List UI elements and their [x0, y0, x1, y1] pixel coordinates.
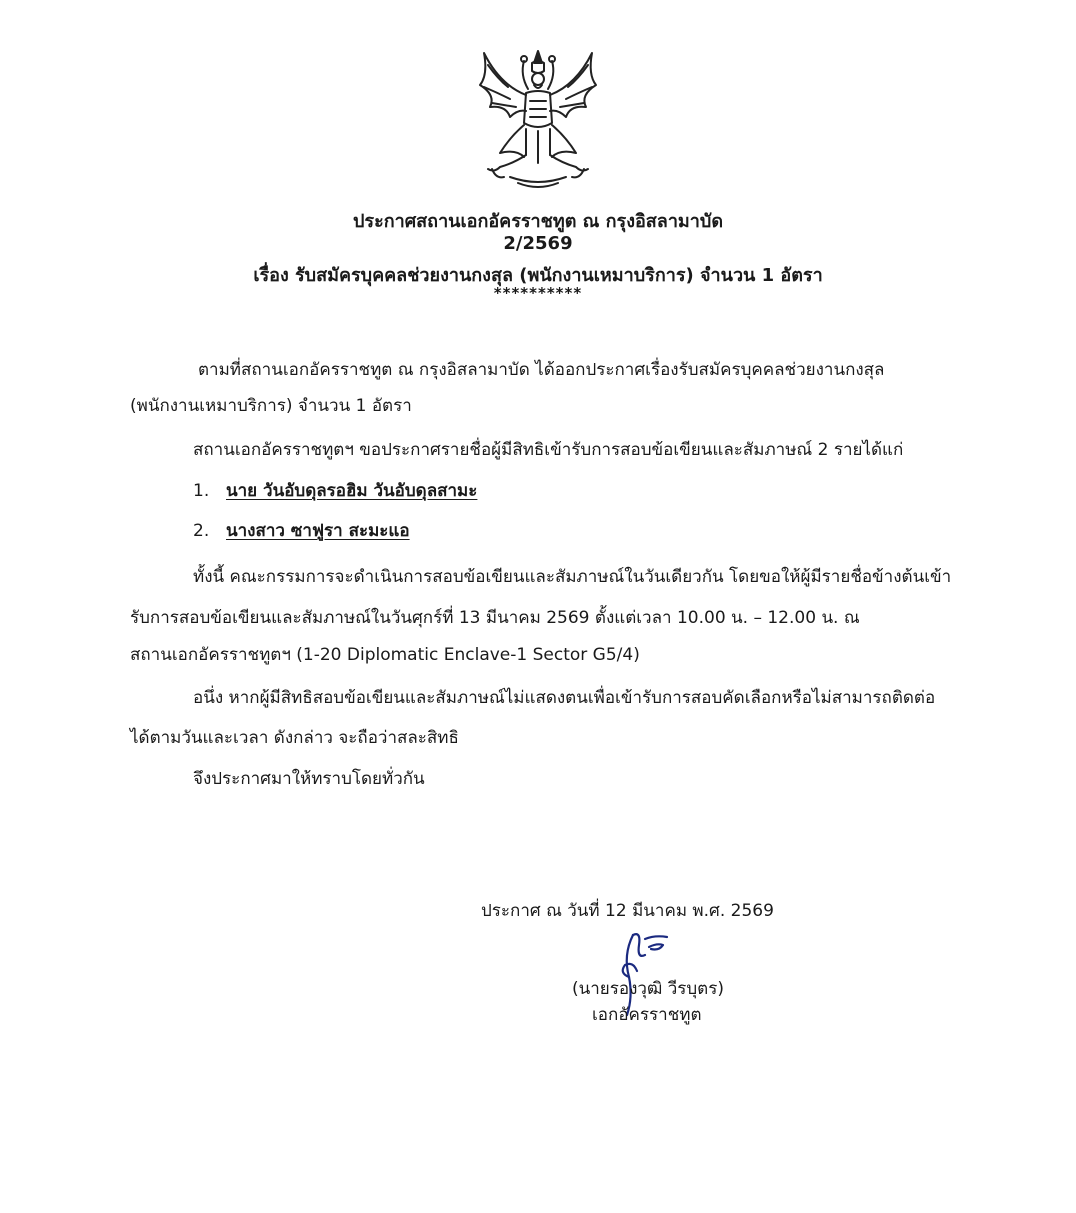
- para1-line1: ตามที่สถานเอกอัครราชทูต ณ กรุงอิสลามาบัด ได้ออกประกาศเรื่องรับสมัครบุคคลช่วยงานกงสุล: [198, 360, 885, 380]
- announcement-title: ประกาศสถานเอกอัครราชทูต ณ กรุงอิสลามาบัด: [352, 211, 724, 232]
- para3-line3: สถานเอกอัครราชทูตฯ (1-20 Diplomatic Enclave-1 Sector G5/4): [130, 645, 640, 665]
- announcement-date: ประกาศ ณ วันที่ 12 มีนาคม พ.ศ. 2569: [481, 901, 774, 921]
- signer-title: เอกอัครราชทูต: [592, 1005, 702, 1025]
- para2: สถานเอกอัครราชทูตฯ ขอประกาศรายชื่อผู้มีสิทธิเข้ารับการสอบข้อเขียนและสัมภาษณ์ 2 รายได้แก่: [193, 440, 904, 460]
- para3-line1: ทั้งนี้ คณะกรรมการจะดำเนินการสอบข้อเขียนและสัมภาษณ์ในวันเดียวกัน โดยขอให้ผู้มีรายชื่อข้างต้นเข้า: [193, 567, 952, 587]
- garuda-emblem-icon: [470, 45, 606, 190]
- candidate-2-name: นางสาว ซาฟูรา สะมะแอ: [226, 521, 410, 541]
- separator: **********: [493, 284, 583, 302]
- announcement-number: 2/2569: [503, 233, 573, 254]
- candidate-2-number: 2.: [193, 521, 210, 541]
- announcement-subject: เรื่อง รับสมัครบุคคลช่วยงานกงสุล (พนักงานเหมาบริการ) จำนวน 1 อัตรา: [253, 265, 823, 286]
- para4-line2: ได้ตามวันและเวลา ดังกล่าว จะถือว่าสละสิทธิ: [130, 728, 459, 748]
- para4-line1: อนึ่ง หากผู้มีสิทธิสอบข้อเขียนและสัมภาษณ์ไม่แสดงตนเพื่อเข้ารับการสอบคัดเลือกหรือไม่สามารถติดต่อ: [193, 688, 936, 708]
- candidate-1-number: 1.: [193, 481, 210, 501]
- signer-name: (นายรองวุฒิ วีรบุตร): [572, 979, 724, 999]
- para3-line2: รับการสอบข้อเขียนและสัมภาษณ์ในวันศุกร์ที่ 13 มีนาคม 2569 ตั้งแต่เวลา 10.00 น. – 12.00 น. ณ: [130, 608, 860, 628]
- para1-line2: (พนักงานเหมาบริการ) จำนวน 1 อัตรา: [130, 396, 412, 416]
- candidate-1-name: นาย วันอับดุลรอฮิม วันอับดุลสามะ: [226, 481, 478, 501]
- para5: จึงประกาศมาให้ทราบโดยทั่วกัน: [193, 769, 425, 789]
